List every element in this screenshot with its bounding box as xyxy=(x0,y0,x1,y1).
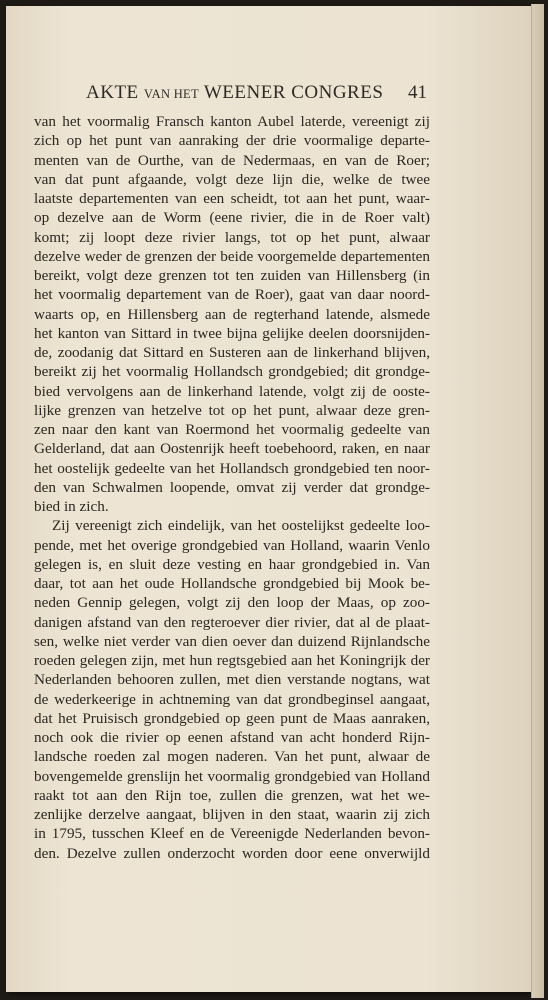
text-line: daar, tot aan het oude Hollandsche grondgebied bij Mook be- xyxy=(34,575,430,592)
body-text xyxy=(34,112,430,863)
page-number: 41 xyxy=(408,82,427,103)
text-line: waarts op, en Hillensberg aan de regterhand latende, alsmede xyxy=(34,305,430,323)
text-line: laatste departementen van een scheidt, tot aan het punt, waar- xyxy=(34,190,430,207)
text-line: raakt tot aan den Rijn toe, zullen die grenzen, wat het we- xyxy=(34,786,430,804)
text-line: den. Dezelve zullen onderzocht worden door eene onverwijld xyxy=(34,844,430,862)
text-line: gelegen is, en sluit deze vesting en haar grondgebied in. Van xyxy=(34,555,430,573)
text-line: het kanton van Sittard in twee bijna gelijke deelen doorsnijden- xyxy=(34,324,430,342)
running-head xyxy=(86,82,386,104)
text-line: bovengemelde grenslijn het voormalig grondgebied van Holland xyxy=(34,767,430,785)
text-line: de wederkeerige in achtneming van dat grondbeginsel aangaat, xyxy=(34,690,430,708)
text-line: bied in zich. xyxy=(34,498,109,515)
page-edge xyxy=(531,4,544,998)
text-line: sen, welke niet verder van dien oever dan duizend Rijnlandsche xyxy=(34,632,430,650)
text-line: van dat punt afgaande, volgt deze lijn die, welke de twee xyxy=(34,170,430,188)
text-line: op dezelve aan de Worm (eene rivier, die in de Roer valt) xyxy=(34,209,430,227)
running-head-title-2: VAN HET xyxy=(143,87,199,101)
text-line: komt; zij loopt deze rivier langs, tot op het punt, alwaar xyxy=(34,228,430,246)
text-line: menten van de Ourthe, van de Nedermaas, en van de Roer; xyxy=(34,151,430,169)
text-line: dezelve weder de grenzen der beide voorgemelde departementen xyxy=(34,247,430,265)
running-head-title-3: WEENER CONGRES xyxy=(203,82,384,103)
text-line: neden Gennip gelegen, volgt zij den loop der Maas, op zoo- xyxy=(34,594,430,612)
text-line: zenlijke derzelve aangaat, blijven in den staat, waarin zij zich xyxy=(34,806,430,823)
text-line: lijke grenzen van hetzelve tot op het punt, alwaar deze gren- xyxy=(34,401,430,419)
text-line: Nederlanden behooren zullen, met dien verstande nogtans, wat xyxy=(34,671,430,689)
text-line: Gelderland, dat aan Oostenrijk heeft toebehoord, raken, en naar xyxy=(34,440,430,458)
text-line: dat het Pruisisch grondgebied op geen punt de Maas aanraken, xyxy=(34,709,430,727)
text-line: van het voormalig Fransch kanton Aubel laterde, vereenigt zij xyxy=(34,113,430,130)
text-line: het oostelijk gedeelte van het Hollandsch grondgebied ten noor- xyxy=(34,459,430,477)
text-line: Zij vereenigt zich eindelijk, van het oostelijkst gedeelte loo- xyxy=(52,517,430,535)
running-head-title-1: AKTE xyxy=(86,82,139,103)
text-line: roeden gelegen zijn, met hun regtsgebied aan het Koningrijk der xyxy=(34,652,430,669)
text-line: zich op het punt van aanraking der drie voormalige departe- xyxy=(34,132,430,150)
text-line: landsche roeden zal mogen naderen. Van het punt, alwaar de xyxy=(34,748,430,766)
text-line: in 1795, tusschen Kleef en de Vereenigde Nederlanden bevon- xyxy=(34,825,430,843)
text-line: den van Schwalmen loopende, omvat zij verder dat grondge- xyxy=(34,478,430,496)
text-line: bereikt, volgt deze grenzen tot ten zuiden van Hillensberg (in xyxy=(34,267,430,284)
text-line: de, zoodanig dat Sittard en Susteren aan de linkerhand blijven, xyxy=(34,344,430,361)
text-line: noch ook die rivier op eenen afstand van acht honderd Rijn- xyxy=(34,729,430,746)
text-line: zen naar den kant van Roermond het voormalig gedeelte van xyxy=(34,421,430,438)
text-line: pende, met het overige grondgebied van Holland, waarin Venlo xyxy=(34,536,430,554)
text-line: bereikt zij het voormalig Hollandsch grondgebied; dit grondge- xyxy=(34,363,430,381)
text-line: het voormalig departement van de Roer), gaat van daar noord- xyxy=(34,286,430,304)
text-line: danigen afstand van den regteroever dier rivier, dat al de plaat- xyxy=(34,613,430,631)
text-line: bied vervolgens aan de linkerhand latende, volgt zij de ooste- xyxy=(34,382,430,400)
